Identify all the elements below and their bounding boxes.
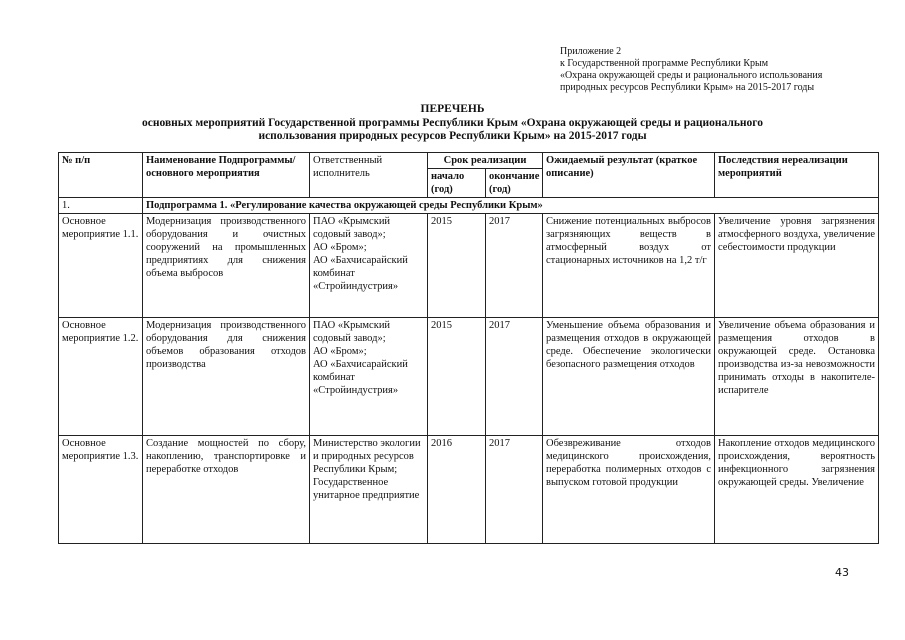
- page-number: 43: [835, 566, 849, 579]
- subprogram-title: Подпрограмма 1. «Регулирование качества окружающей среды Республики Крым»: [143, 198, 879, 214]
- row-name: Модернизация производственного оборудования и очистных сооружений на промышленных предприятиях для снижения объема выбросов: [143, 214, 310, 318]
- header-end: окончание (год): [486, 169, 543, 198]
- document-title: [0, 103, 905, 144]
- appendix-line: Приложение 2: [560, 46, 622, 57]
- row-end: 2017: [486, 436, 543, 544]
- table-row: [59, 214, 879, 318]
- header-consequences: Последствия нереализации мероприятий: [715, 153, 879, 198]
- title-line-1: основных мероприятий Государственной программы Республики Крым «Охрана окружающей среды и рационального: [142, 116, 763, 129]
- row-consequences: Увеличение уровня загрязнения атмосферного воздуха, увеличение себестоимости продукции: [715, 214, 879, 318]
- row-num: Основное мероприятие 1.1.: [59, 214, 143, 318]
- row-result: Обезвреживание отходов медицинского происхождения, переработка полимерных отходов с выпуском готовой продукции: [543, 436, 715, 544]
- row-name: Создание мощностей по сбору, накоплению, транспортировке и переработке отходов: [143, 436, 310, 544]
- row-result: Снижение потенциальных выбросов загрязняющих веществ в атмосферный воздух от стационарных источников на 1,2 т/г: [543, 214, 715, 318]
- subprogram-row: [59, 198, 879, 214]
- measures-table: [58, 152, 879, 544]
- header-num: № п/п: [59, 153, 143, 198]
- header-period: Срок реализации: [428, 153, 543, 169]
- title-heading: ПЕРЕЧЕНЬ: [420, 103, 485, 115]
- row-responsible: ПАО «Крымский содовый завод»; АО «Бром»; АО «Бахчисарайский комбинат «Стройиндустрия»: [310, 318, 428, 436]
- row-num: Основное мероприятие 1.3.: [59, 436, 143, 544]
- row-start: 2016: [428, 436, 486, 544]
- row-consequences: Увеличение объема образования и размещения отходов в окружающей среде. Остановка производства из-за невозможности принимать отходы в накопителе-испарителе: [715, 318, 879, 436]
- table-row: [59, 436, 879, 544]
- row-num: Основное мероприятие 1.2.: [59, 318, 143, 436]
- row-result: Уменьшение объема образования и размещения отходов в окружающей среде. Обеспечение экологически безопасного размещения отходов: [543, 318, 715, 436]
- row-start: 2015: [428, 318, 486, 436]
- row-start: 2015: [428, 214, 486, 318]
- row-responsible: Министерство экологии и природных ресурсов Республики Крым; Государственное унитарное предприятие: [310, 436, 428, 544]
- row-end: 2017: [486, 214, 543, 318]
- appendix-line: «Охрана окружающей среды и рационального использования: [560, 70, 823, 81]
- appendix-line: к Государственной программе Республики Крым: [560, 58, 769, 69]
- header-result: Ожидаемый результат (краткое описание): [543, 153, 715, 198]
- table-row: [59, 318, 879, 436]
- appendix-note: [560, 46, 822, 94]
- row-name: Модернизация производственного оборудования для снижения объемов образования отходов производства: [143, 318, 310, 436]
- title-line-2: использования природных ресурсов Республики Крым» на 2015-2017 годы: [258, 130, 647, 142]
- header-name: Наименование Подпрограммы/ основного мероприятия: [143, 153, 310, 198]
- row-end: 2017: [486, 318, 543, 436]
- row-responsible: ПАО «Крымский содовый завод»; АО «Бром»; АО «Бахчисарайский комбинат «Стройиндустрия»: [310, 214, 428, 318]
- table-header-row: [59, 153, 879, 169]
- header-start: начало (год): [428, 169, 486, 198]
- appendix-line: природных ресурсов Республики Крым» на 2015-2017 годы: [560, 82, 815, 93]
- row-consequences: Накопление отходов медицинского происхождения, вероятность инфекционного загрязнения окружающей среды. Увеличение: [715, 436, 879, 544]
- subprogram-num: 1.: [59, 198, 143, 214]
- header-responsible: Ответственный исполнитель: [310, 153, 428, 198]
